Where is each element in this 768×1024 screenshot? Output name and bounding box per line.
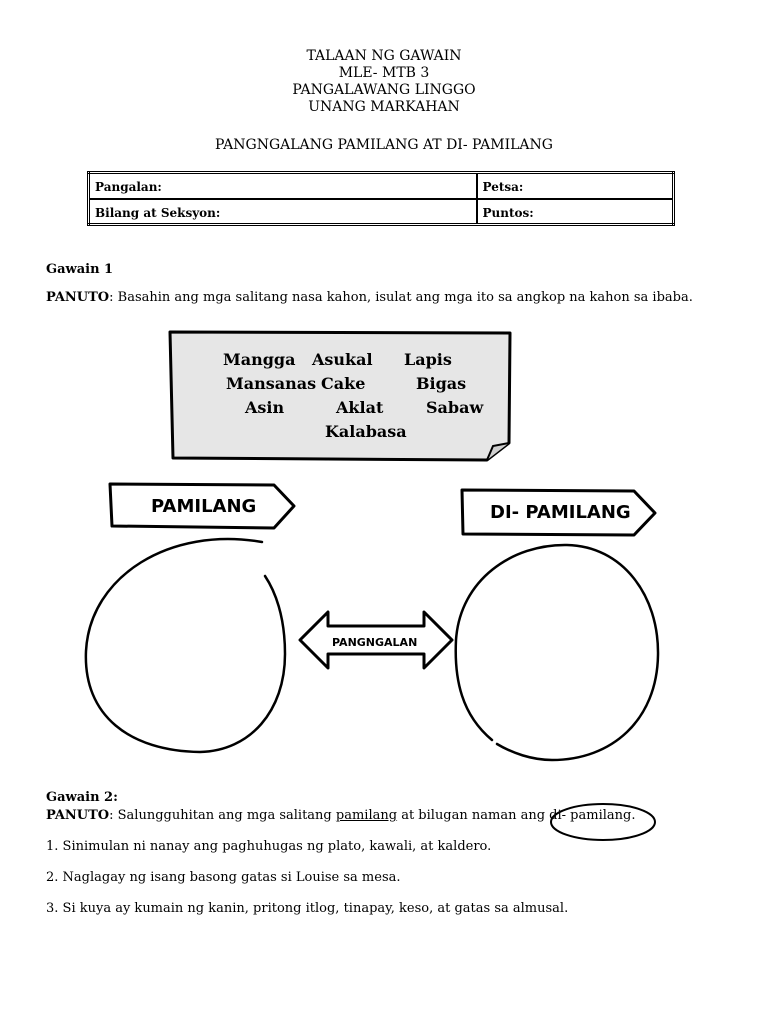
gawain-1-instruction	[46, 290, 736, 305]
circled-word: di- pamilang	[549, 808, 632, 823]
name-field[interactable]	[89, 173, 477, 199]
instruction-2-part2: at bilugan naman ang	[397, 808, 550, 823]
underlined-word: pamilang	[335, 808, 398, 823]
word-mansanas: Mansanas	[226, 374, 317, 393]
word-kalabasa: Kalabasa	[325, 422, 407, 441]
circle-mark	[548, 800, 660, 846]
score-field[interactable]	[477, 199, 674, 225]
header-line-4: UNANG MARKAHAN	[308, 99, 460, 115]
instruction-text: : Basahin ang mga salitang nasa kahon, isulat ang mga ito sa angkop na kahon sa ibaba.	[109, 290, 693, 305]
score-label: Puntos:	[482, 205, 534, 220]
worksheet-title: PANGNGALANG PAMILANG AT DI- PAMILANG	[215, 137, 553, 153]
pamilang-circle[interactable]	[80, 536, 294, 760]
di-pamilang-label: DI- PAMILANG	[490, 502, 631, 523]
header-line-1: TALAAN NG GAWAIN	[306, 48, 462, 64]
word-mangga: Mangga	[223, 350, 296, 369]
word-cake: Cake	[321, 374, 366, 393]
name-label: Pangalan:	[95, 180, 162, 194]
instruction-2-end: .	[631, 808, 636, 823]
word-aklat: Aklat	[336, 398, 384, 417]
pamilang-label: PAMILANG	[151, 496, 257, 517]
pangngalan-label: PANGNGALAN	[332, 636, 418, 649]
gawain-2-title: Gawain 2:	[46, 790, 118, 805]
word-asukal: Asukal	[312, 350, 373, 369]
word-bigas: Bigas	[416, 374, 467, 393]
instruction-label: PANUTO	[46, 290, 110, 305]
word-lapis: Lapis	[404, 350, 452, 369]
header-line-2: MLE- MTB 3	[338, 65, 430, 81]
instruction-2-label: PANUTO	[46, 808, 110, 823]
date-field[interactable]	[477, 173, 674, 199]
gawain-2-item-1: 1. Sinimulan ni nanay ang paghuhugas ng plato, kawali, at kaldero.	[46, 839, 492, 854]
instruction-2-part1: : Salungguhitan ang mga salitang	[109, 808, 336, 823]
word-sabaw: Sabaw	[426, 398, 484, 417]
section-field[interactable]	[89, 199, 477, 225]
student-info-table	[87, 171, 675, 226]
section-label: Bilang at Seksyon:	[95, 205, 221, 220]
di-pamilang-circle[interactable]	[452, 540, 666, 766]
header-line-3: PANGALAWANG LINGGO	[292, 82, 476, 98]
gawain-1-title: Gawain 1	[46, 262, 114, 277]
gawain-2-item-3: 3. Si kuya ay kumain ng kanin, pritong itlog, tinapay, keso, at gatas sa almusal.	[46, 901, 569, 916]
word-asin: Asin	[245, 398, 285, 417]
gawain-2-item-2: 2. Naglagay ng isang basong gatas si Louise sa mesa.	[46, 870, 401, 885]
date-label: Petsa:	[482, 180, 524, 194]
